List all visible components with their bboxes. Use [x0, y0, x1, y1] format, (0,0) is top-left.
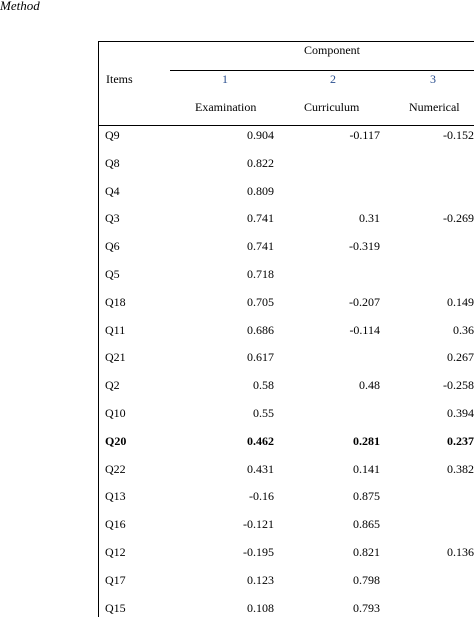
row-item: Q5	[105, 267, 120, 281]
row-item: Q17	[105, 573, 126, 587]
row-loading-examination: 0.123	[247, 573, 274, 587]
table-caption: Method	[0, 0, 40, 13]
row-item: Q18	[105, 295, 126, 309]
row-loading-examination: 0.718	[247, 267, 274, 281]
row-loading-numerical: -0.152	[443, 128, 474, 142]
row-loading-numerical: 0.267	[447, 350, 474, 364]
row-item: Q15	[105, 601, 126, 615]
row-item: Q11	[105, 323, 126, 337]
row-loading-numerical: 0.394	[447, 406, 474, 420]
row-loading-examination: -0.121	[243, 517, 274, 531]
row-item: Q16	[105, 517, 126, 531]
row-loading-curriculum: 0.48	[359, 378, 380, 392]
row-item: Q13	[105, 489, 126, 503]
row-loading-examination: 0.462	[247, 434, 274, 448]
table-top-rule	[98, 41, 474, 42]
row-loading-curriculum: 0.141	[353, 462, 380, 476]
row-loading-curriculum: -0.319	[349, 239, 380, 253]
row-loading-examination: 0.58	[253, 378, 274, 392]
row-loading-numerical: -0.269	[443, 211, 474, 225]
component-number-1: 1	[222, 72, 228, 86]
component-number-2: 2	[330, 72, 336, 86]
row-loading-examination: 0.617	[247, 350, 274, 364]
component-header-rule	[170, 70, 474, 71]
row-loading-examination: 0.686	[247, 323, 274, 337]
row-loading-examination: 0.904	[247, 128, 274, 142]
row-loading-curriculum: -0.117	[349, 128, 380, 142]
row-loading-curriculum: 0.798	[353, 573, 380, 587]
row-loading-numerical: 0.136	[447, 545, 474, 559]
row-loading-curriculum: -0.114	[349, 323, 380, 337]
row-loading-examination: 0.108	[247, 601, 274, 615]
row-item: Q9	[105, 128, 120, 142]
row-item: Q22	[105, 462, 126, 476]
row-loading-examination: 0.705	[247, 295, 274, 309]
component-name-curriculum: Curriculum	[304, 100, 360, 114]
row-loading-curriculum: -0.207	[349, 295, 380, 309]
row-loading-numerical: 0.382	[447, 462, 474, 476]
component-name-examination: Examination	[195, 100, 257, 114]
row-loading-examination: 0.822	[247, 156, 274, 170]
row-item: Q21	[105, 350, 126, 364]
row-loading-curriculum: 0.821	[353, 545, 380, 559]
header-bottom-rule	[98, 125, 474, 126]
component-name-numerical: Numerical	[409, 100, 460, 114]
row-loading-examination: -0.16	[249, 489, 274, 503]
row-loading-curriculum: 0.281	[353, 434, 380, 448]
row-loading-numerical: 0.36	[453, 323, 474, 337]
row-item: Q3	[105, 211, 120, 225]
row-item: Q4	[105, 184, 120, 198]
row-loading-curriculum: 0.865	[353, 517, 380, 531]
row-loading-curriculum: 0.31	[359, 211, 380, 225]
component-number-3: 3	[430, 72, 436, 86]
row-item: Q20	[105, 434, 127, 448]
row-loading-curriculum: 0.793	[353, 601, 380, 615]
table-left-border	[98, 41, 99, 617]
row-loading-examination: -0.195	[243, 545, 274, 559]
row-item: Q6	[105, 239, 120, 253]
row-loading-examination: 0.431	[247, 462, 274, 476]
row-item: Q2	[105, 378, 120, 392]
component-header: Component	[304, 43, 360, 57]
row-loading-numerical: 0.149	[447, 295, 474, 309]
row-loading-examination: 0.741	[247, 211, 274, 225]
items-header: Items	[106, 72, 133, 86]
row-loading-numerical: 0.237	[447, 434, 474, 448]
row-item: Q12	[105, 545, 126, 559]
row-loading-curriculum: 0.875	[353, 489, 380, 503]
row-item: Q10	[105, 406, 126, 420]
row-item: Q8	[105, 156, 120, 170]
row-loading-examination: 0.809	[247, 184, 274, 198]
row-loading-examination: 0.741	[247, 239, 274, 253]
row-loading-examination: 0.55	[253, 406, 274, 420]
row-loading-numerical: -0.258	[443, 378, 474, 392]
